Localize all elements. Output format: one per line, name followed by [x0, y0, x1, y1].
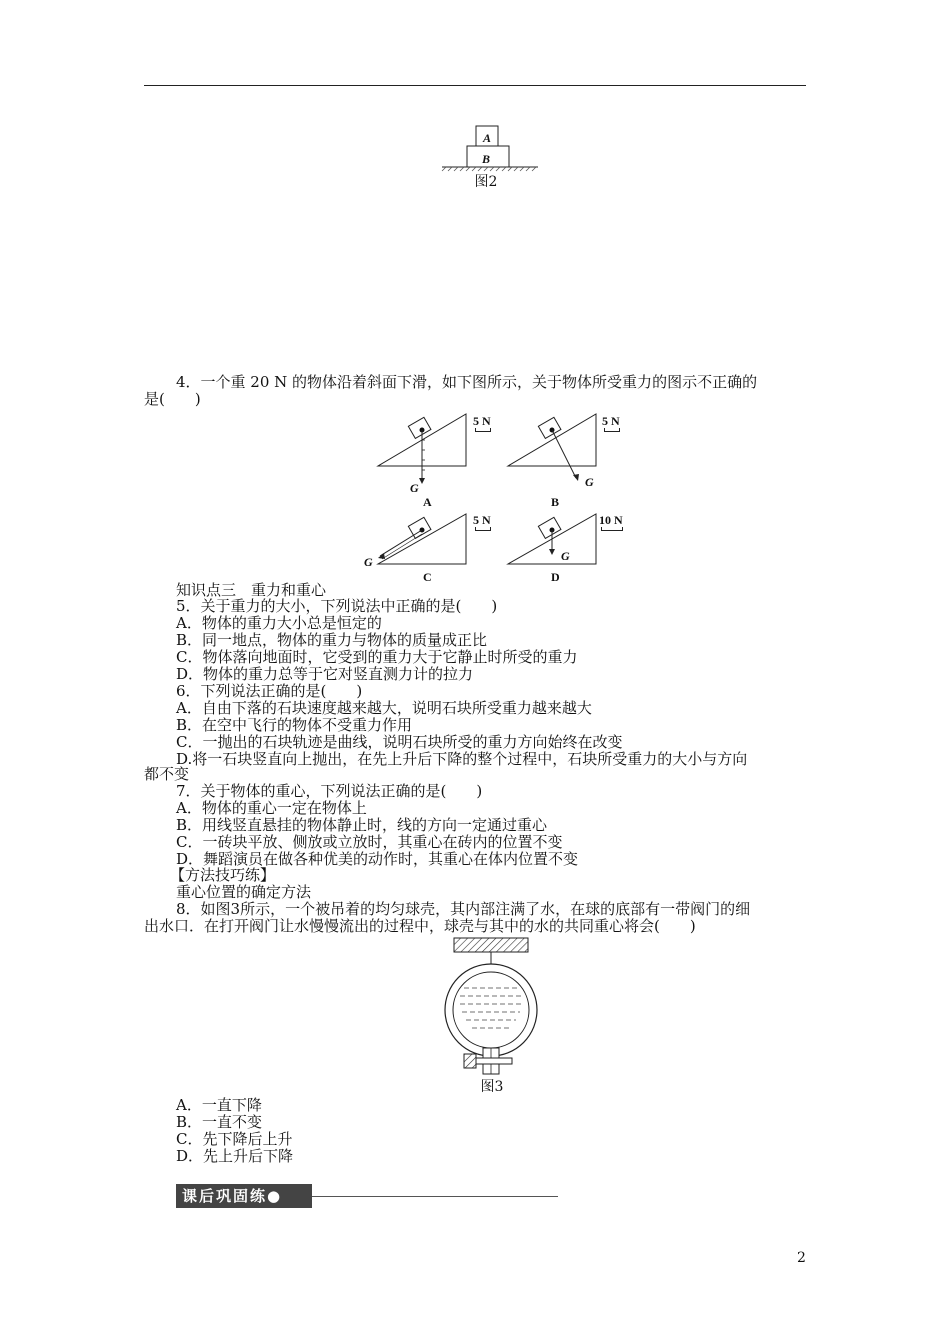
header-rule: [144, 85, 806, 86]
q7-option-b: B．用线竖直悬挂的物体静止时，线的方向一定通过重心: [176, 816, 548, 834]
page-number: 2: [797, 1250, 806, 1266]
q4-panel-d: [502, 510, 602, 570]
q6-option-b: B．在空中飞行的物体不受重力作用: [176, 716, 413, 734]
figure-3: [436, 934, 546, 1076]
method-subheading: 重心位置的确定方法: [176, 883, 312, 901]
q6-option-c: C．一抛出的石块轨迹是曲线，说明石块所受的重力方向始终在改变: [176, 733, 623, 751]
q8-option-b: B．一直不变: [176, 1113, 263, 1131]
q6-option-d-line2: 都不变: [144, 765, 190, 783]
q4-panel-c: [372, 510, 472, 570]
q4-panel-a: [372, 408, 472, 500]
q4-d-scale: 10 N: [599, 513, 623, 527]
q6-option-d-line1: D.将一石块竖直向上抛出，在先上升后下降的整个过程中，石块所受重力的大小与方向: [176, 750, 748, 768]
q4-a-g: G: [410, 481, 419, 495]
q8-option-d: D．先上升后下降: [176, 1147, 294, 1165]
q8-option-a: A．一直下降: [176, 1096, 262, 1114]
block-a-label: A: [483, 131, 492, 145]
figure-2-caption: 图2: [474, 174, 498, 190]
figure-3-caption: 图3: [480, 1079, 504, 1095]
q6-stem: 6．下列说法正确的是( ): [176, 682, 363, 700]
q8-stem-line2: 出水口．在打开阀门让水慢慢流出的过程中，球壳与其中的水的共同重心将会( ): [144, 917, 696, 935]
block-b-label: B: [482, 152, 491, 166]
q4-d-g: G: [561, 549, 570, 563]
q4-b-scale: 5 N: [602, 414, 620, 428]
q4-b-scale-bar: [604, 428, 620, 432]
q4-stem-line2: 是( ): [144, 390, 201, 408]
q4-c-g: G: [364, 555, 373, 569]
q5-option-b: B．同一地点，物体的重力与物体的质量成正比: [176, 631, 488, 649]
q8-option-c: C．先下降后上升: [176, 1130, 293, 1148]
banner-rule: [312, 1196, 558, 1197]
q4-a-scale: 5 N: [473, 414, 491, 428]
q7-option-a: A．物体的重心一定在物体上: [176, 799, 367, 817]
q4-c-scale: 5 N: [473, 513, 491, 527]
q5-stem: 5．关于重力的大小，下列说法中正确的是( ): [176, 597, 498, 615]
q7-stem: 7．关于物体的重心，下列说法正确的是( ): [176, 782, 483, 800]
review-banner: 课后巩固练●: [176, 1184, 312, 1208]
q4-b-g: G: [585, 475, 594, 489]
method-heading: 【方法技巧练】: [170, 866, 276, 884]
q4-d-scale-bar: [601, 527, 623, 531]
q5-option-c: C．物体落向地面时，它受到的重力大于它静止时所受的重力: [176, 648, 578, 666]
q4-d-label: D: [551, 570, 560, 584]
q4-stem-line1: 4．一个重 20 N 的物体沿着斜面下滑，如下图所示，关于物体所受重力的图示不正确的: [176, 373, 758, 391]
q7-option-c: C．一砖块平放、侧放或立放时，其重心在砖内的位置不变: [176, 833, 563, 851]
q4-a-label: A: [423, 495, 432, 509]
q5-option-d: D．物体的重力总等于它对竖直测力计的拉力: [176, 665, 474, 683]
q8-stem-line1: 8．如图3所示，一个被吊着的均匀球壳，其内部注满了水，在球的底部有一带阀门的细: [176, 900, 751, 918]
q7-option-d: D．舞蹈演员在做各种优美的动作时，其重心在体内位置不变: [176, 850, 579, 868]
q5-option-a: A．物体的重力大小总是恒定的: [176, 614, 382, 632]
q4-c-scale-bar: [475, 527, 491, 531]
q4-a-scale-bar: [475, 428, 491, 432]
q6-option-a: A．自由下落的石块速度越来越大，说明石块所受重力越来越大: [176, 699, 592, 717]
section-3-heading: 知识点三 重力和重心: [176, 581, 327, 599]
q4-b-label: B: [551, 495, 560, 509]
q4-c-label: C: [423, 570, 432, 584]
